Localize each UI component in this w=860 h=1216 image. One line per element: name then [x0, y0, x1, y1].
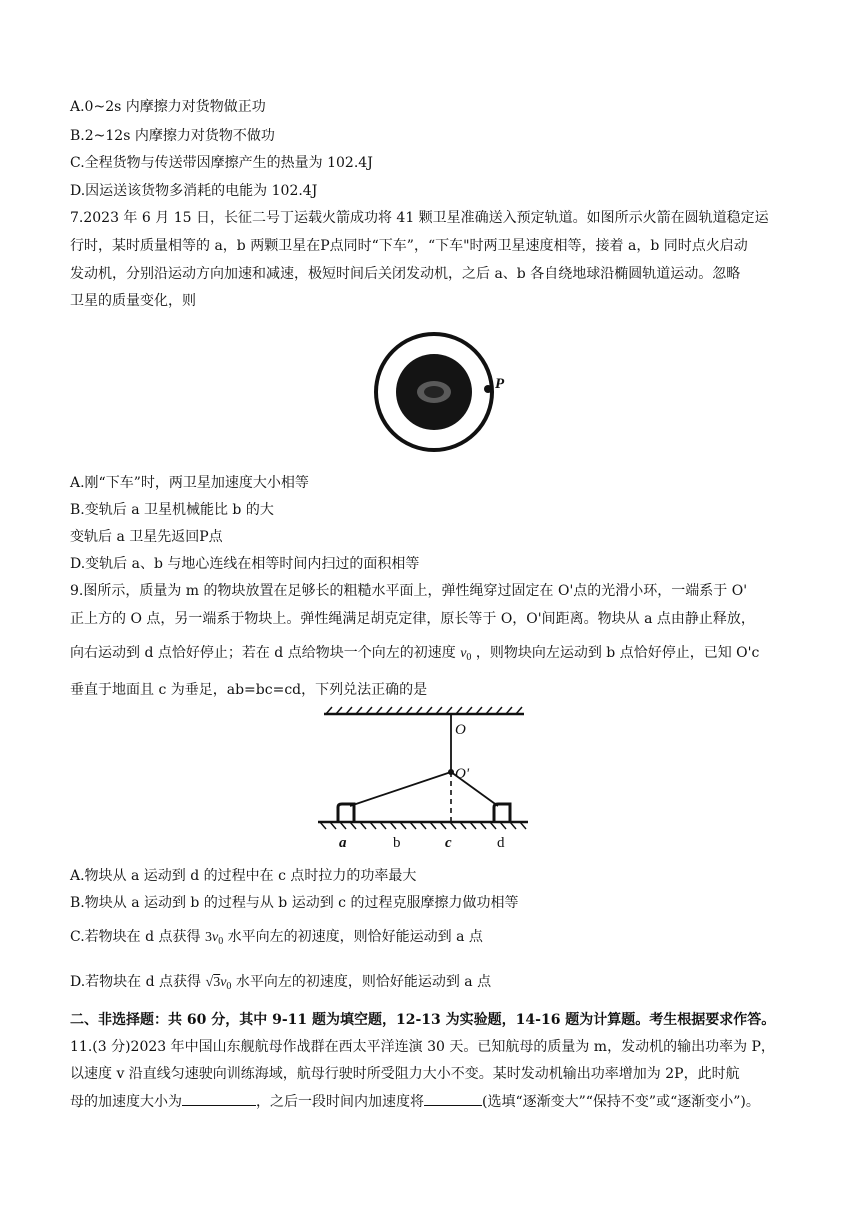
- q9-stem-line-3: 向右运动到 d 点恰好停止；若在 d 点给物块一个向左的初速度 $v_0$ ，则物块向左运动到 b 点恰好停止，已知 O'c: [70, 645, 760, 663]
- q7-stem-line-4: 卫星的质量变化，则: [70, 293, 196, 309]
- point-p-label: P: [495, 376, 505, 392]
- q11-line-2: 以速度 v 沿直线匀速驶向训练海域，航母行驶时所受阻力大小不变。某时发动机输出功率增加为 2P，此时航: [70, 1066, 740, 1082]
- v0-symbol: $v_0$: [460, 646, 472, 663]
- label-d: d: [497, 835, 505, 851]
- three-v0-symbol: $3v_0$: [204, 930, 224, 947]
- answer-blank-1[interactable]: [182, 1091, 256, 1106]
- block-at-d: [494, 804, 510, 822]
- q9-option-c: C.若物块在 d 点获得 $3v_0$ 水平向左的初速度，则恰好能运动到 a 点: [70, 929, 483, 947]
- q11-line-1: 11.(3 分)2023 年中国山东舰航母作战群在西太平洋连演 30 天。已知航母的质量为 m，发动机的输出功率为 P，: [70, 1039, 775, 1055]
- q6-option-a: A.0~2s 内摩擦力对货物做正功: [70, 99, 266, 115]
- point-p-marker: [484, 385, 492, 393]
- q9-option-a: A.物块从 a 运动到 d 的过程中在 c 点时拉力的功率最大: [70, 868, 417, 884]
- answer-blank-2[interactable]: [424, 1091, 482, 1106]
- q6-option-b: B.2~12s 内摩擦力对货物不做功: [70, 128, 275, 144]
- q7-orbit-figure: [350, 330, 520, 458]
- q6-option-d: D.因运送该货物多消耗的电能为 102.4J: [70, 183, 318, 199]
- q7-option-d: D.变轨后 a、b 与地心连线在相等时间内扫过的面积相等: [70, 556, 420, 572]
- label-a: a: [339, 835, 347, 851]
- section-2-heading: 二、非选择题：共 60 分，其中 9-11 题为填空题，12-13 为实验题，14-16 题为计算题。考生根据要求作答。: [70, 1012, 776, 1028]
- q6-option-c: C.全程货物与传送带因摩擦产生的热量为 102.4J: [70, 155, 373, 171]
- q9-option-d: D.若物块在 d 点获得 $√3v_0$ 水平向左的初速度，则恰好能运动到 a 点: [70, 974, 492, 992]
- q9-stem-line-4: 垂直于地面且 c 为垂足，ab=bc=cd，下列兑法正确的是: [70, 682, 428, 698]
- q7-stem-line-2: 行时，某时质量相等的 a，b 两颗卫星在P点同时“下车”，“下车"时两卫星速度相等，接着 a，b 同时点火启动: [70, 238, 748, 254]
- label-o: O: [455, 722, 466, 738]
- q9-option-b: B.物块从 a 运动到 b 的过程与从 b 运动到 c 的过程克服摩擦力做功相等: [70, 895, 519, 911]
- sqrt3-v0-symbol: $√3v_0$: [205, 975, 232, 992]
- q7-option-c: 变轨后 a 卫星先返回P点: [70, 529, 223, 545]
- label-o-prime: O': [455, 766, 470, 782]
- q9-mechanics-figure: [312, 706, 534, 854]
- q9-stem-line-2: 正上方的 O 点，另一端系于物块上。弹性绳满足胡克定律，原长等于 O，O'间距离。物块从 a 点由静止释放，: [70, 611, 755, 627]
- ring-o-prime: [448, 769, 454, 775]
- block-at-a: [338, 804, 354, 822]
- q11-line-3: 母的加速度大小为 ，之后一段时间内加速度将 (选填“逐渐变大”“保持不变”或“逐渐变小”)。: [70, 1091, 760, 1112]
- cord-to-block-a: [350, 772, 451, 806]
- q7-option-b: B.变轨后 a 卫星机械能比 b 的大: [70, 502, 274, 518]
- q9-stem-line-1: 9.图所示，质量为 m 的物块放置在足够长的粗糙水平面上，弹性绳穿过固定在 O'点的光滑小环，一端系于 O': [70, 583, 748, 599]
- q7-stem-line-1: 7.2023 年 6 月 15 日，长征二号丁运载火箭成功将 41 颗卫星准确送入预定轨道。如图所示火箭在圆轨道稳定运: [70, 210, 769, 226]
- label-b: b: [393, 835, 401, 851]
- q7-stem-line-3: 发动机，分别沿运动方向加速和减速，极短时间后关闭发动机，之后 a、b 各自绕地球沿椭圆轨道运动。忽略: [70, 266, 741, 282]
- q7-option-a: A.刚“下车”时，两卫星加速度大小相等: [70, 475, 309, 491]
- label-c: c: [445, 835, 452, 851]
